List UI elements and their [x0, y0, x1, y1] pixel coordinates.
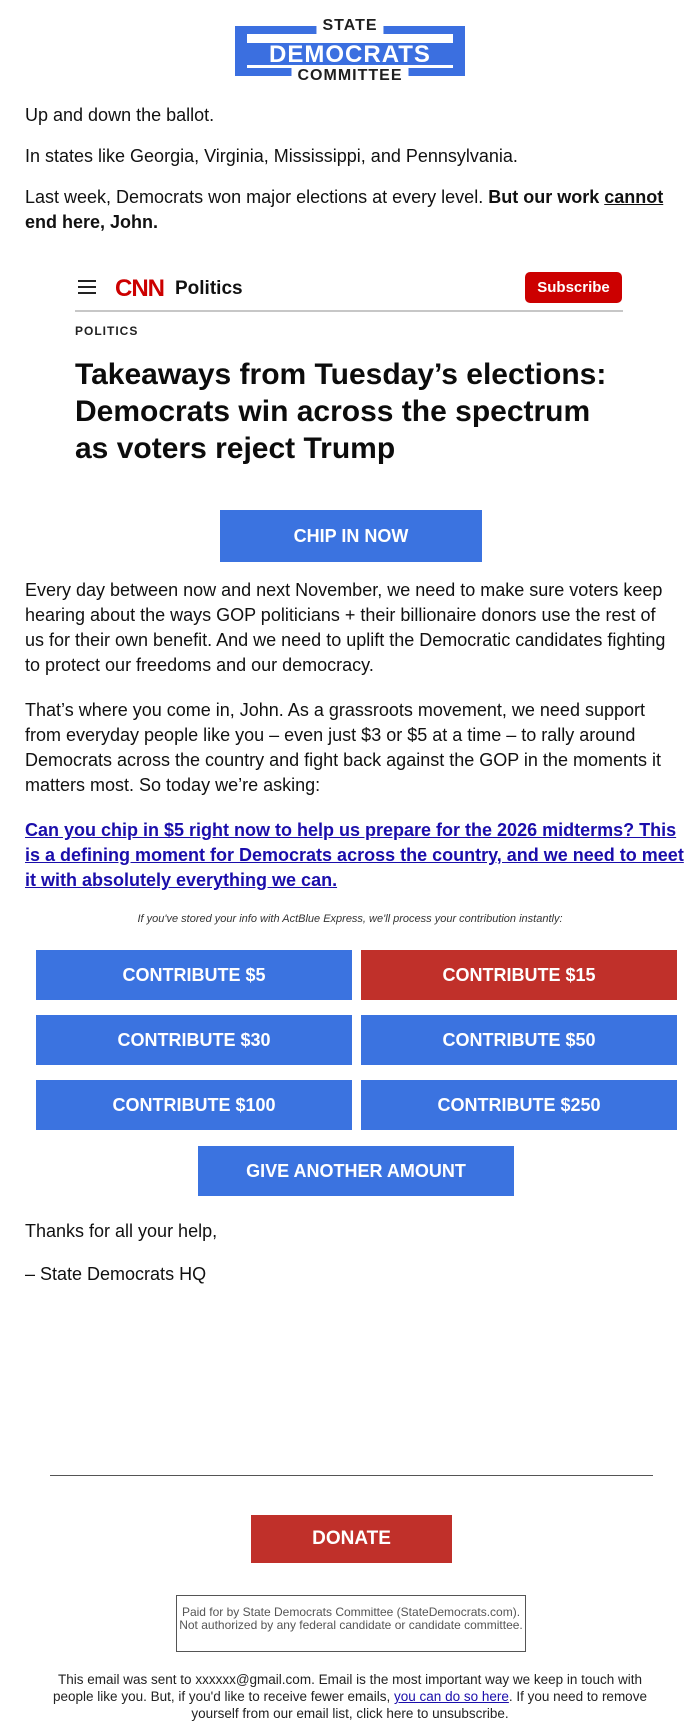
- intro-p3-bold: But our work cannot end here, John.: [25, 187, 664, 232]
- body-paragraph-2: That’s where you come in, John. As a grassroots movement, we need support from everyday people like you – even just $3 or $5 at a time – to rally around Democrats across the country and fight back against the GOP in the moments it matters most. So today we’re asking:: [25, 700, 661, 795]
- intro-p3-text: Last week, Democrats won major elections at every level.: [25, 187, 484, 207]
- fewer-emails-link[interactable]: you can do so here: [394, 1689, 509, 1704]
- intro-p3-underline: cannot: [604, 187, 664, 207]
- donate-button[interactable]: DONATE: [251, 1515, 452, 1563]
- footer-divider: [50, 1475, 653, 1476]
- footer-text: This email was sent to xxxxxx@gmail.com. Email is the most important way we keep in touch with people like you. But, if you'd like to receive fewer emails, you can do so here. If you need to remove yourself from our email list, click here to unsubscribe.: [53, 1672, 647, 1721]
- give-another-amount-button[interactable]: GIVE ANOTHER AMOUNT: [198, 1146, 514, 1196]
- intro-paragraph-2: In states like Georgia, Virginia, Mississippi, and Pennsylvania.: [25, 146, 518, 166]
- logo-bottom-text: COMMITTEE: [292, 68, 409, 84]
- contribute-50-button[interactable]: CONTRIBUTE $50: [361, 1015, 677, 1065]
- thanks-line: Thanks for all your help,: [25, 1221, 218, 1241]
- recipient-email: xxxxxx@gmail.com: [195, 1672, 312, 1687]
- contribute-15-button[interactable]: CONTRIBUTE $15: [361, 950, 677, 1000]
- chip-in-ask-link[interactable]: Can you chip in $5 right now to help us prepare for the 2026 midterms? This is a defining moment for Democrats across the country, and we need to meet it with absolutely everything we can.: [25, 820, 684, 890]
- article-headline: Takeaways from Tuesday’s elections: Democrats win across the spectrum as voters reject Trump: [75, 358, 607, 465]
- intro-paragraph-1: Up and down the ballot.: [25, 105, 215, 125]
- cnn-header: [75, 270, 623, 312]
- menu-icon: [78, 280, 96, 294]
- intro-paragraph-3: [25, 185, 675, 235]
- logo-main-text: DEMOCRATS: [269, 41, 431, 68]
- contribute-250-button[interactable]: CONTRIBUTE $250: [361, 1080, 677, 1130]
- paid-for-disclaimer: Paid for by State Democrats Committee (StateDemocrats.com). Not authorized by any federal candidate or candidate committee.: [176, 1595, 526, 1652]
- state-democrats-logo: [235, 18, 465, 84]
- cnn-article-card[interactable]: [75, 270, 623, 470]
- body-paragraph-1: Every day between now and next November, we need to make sure voters keep hearing about the ways GOP politicians + their billionaire donors use the rest of us for their own benefit. And we need to uplift the Democratic candidates fighting to protect our freedoms and our democracy.: [25, 580, 666, 675]
- logo-top-text: STATE: [316, 18, 383, 34]
- cnn-subscribe-button[interactable]: Subscribe: [525, 272, 622, 303]
- cnn-section-label: Politics: [175, 278, 243, 299]
- contribute-100-button[interactable]: CONTRIBUTE $100: [36, 1080, 352, 1130]
- chip-in-now-button[interactable]: CHIP IN NOW: [220, 510, 482, 562]
- signoff-line: – State Democrats HQ: [25, 1264, 207, 1284]
- actblue-express-note: If you've stored your info with ActBlue Express, we'll process your contribution instantly:: [137, 913, 563, 925]
- contribute-5-button[interactable]: CONTRIBUTE $5: [36, 950, 352, 1000]
- cnn-logo: CNN: [115, 275, 164, 302]
- article-kicker: POLITICS: [75, 324, 139, 338]
- contribute-30-button[interactable]: CONTRIBUTE $30: [36, 1015, 352, 1065]
